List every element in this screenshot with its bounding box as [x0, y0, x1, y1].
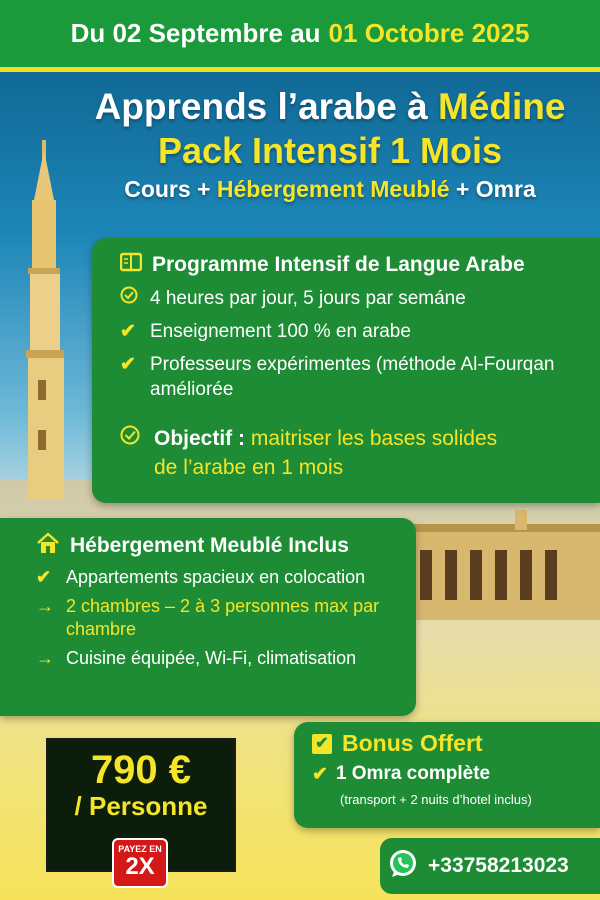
- objective-text-1: maitriser les bases solides: [250, 427, 498, 450]
- bonus-heading-text: Bonus Offert: [342, 730, 483, 756]
- check-icon: ✔: [120, 354, 136, 375]
- checkbox-icon: ✔: [312, 734, 332, 754]
- pack-subtitle: Cours + Hébergement Meublé + Omra: [124, 176, 536, 202]
- whatsapp-contact[interactable]: [380, 838, 600, 894]
- book-icon: [120, 252, 142, 278]
- program-heading-text: Programme Intensif de Langue Arabe: [152, 253, 525, 276]
- whatsapp-icon: [386, 847, 420, 885]
- objective-text-2: de l’arabe en 1 mois: [154, 456, 344, 479]
- date-end: 01 Octobre 2025: [328, 18, 530, 48]
- pay-badge-small: PAYEZ EN: [118, 844, 162, 854]
- program-panel: [92, 238, 600, 503]
- objective-label: Objectif :: [154, 427, 246, 450]
- check-circle-icon: [120, 286, 140, 311]
- program-item-teachers: ✔ Professeurs expérimentes (méthode Al-Fourqan améliorée: [120, 354, 555, 400]
- price-per-person: / Personne: [74, 791, 208, 821]
- bonus-panel: [294, 722, 600, 828]
- check-icon: ✔: [312, 764, 328, 785]
- pay-badge-big: 2X: [125, 853, 155, 880]
- objective: [120, 424, 584, 482]
- title-block: [60, 86, 600, 203]
- housing-item-rooms: → 2 chambres – 2 à 3 personnes max par chambre: [36, 596, 380, 639]
- housing-heading: [36, 532, 402, 560]
- program-heading: [120, 252, 584, 278]
- pay-in-2x-badge: [112, 838, 168, 888]
- housing-panel: [0, 518, 416, 716]
- arrow-right-icon: →: [36, 596, 54, 616]
- arrow-right-icon: →: [36, 648, 54, 668]
- program-item-language: ✔ Enseignement 100 % en arabe: [120, 321, 411, 342]
- house-icon: [36, 532, 60, 560]
- main-title-yellow: Médine: [437, 86, 566, 127]
- bonus-heading: [312, 730, 590, 757]
- pack-title: Pack Intensif 1 Mois: [157, 130, 503, 171]
- main-title-white: Apprends l’arabe à: [94, 86, 428, 127]
- housing-item-apartments: ✔ Appartements spacieux en colocation: [36, 567, 366, 587]
- check-icon: ✔: [120, 321, 136, 342]
- date-prefix: Du 02 Septembre au: [70, 18, 321, 48]
- price-amount: 790 €: [90, 748, 192, 792]
- main-title: [60, 86, 600, 128]
- date-banner: [0, 0, 600, 72]
- phone-number[interactable]: +33758213023: [428, 854, 569, 877]
- housing-item-amenities: → Cuisine équipée, Wi-Fi, climatisation: [36, 648, 357, 668]
- check-icon: ✔: [36, 567, 52, 587]
- bonus-item: ✔ 1 Omra complète: [312, 763, 491, 785]
- program-item-hours: 4 heures par jour, 5 jours par semáne: [120, 286, 584, 311]
- building-illustration: [400, 510, 600, 620]
- bonus-note: (transport + 2 nuits d’hotel inclus): [340, 792, 532, 807]
- check-circle-icon: [120, 424, 142, 482]
- housing-heading-text: Hébergement Meublé Inclus: [70, 534, 349, 557]
